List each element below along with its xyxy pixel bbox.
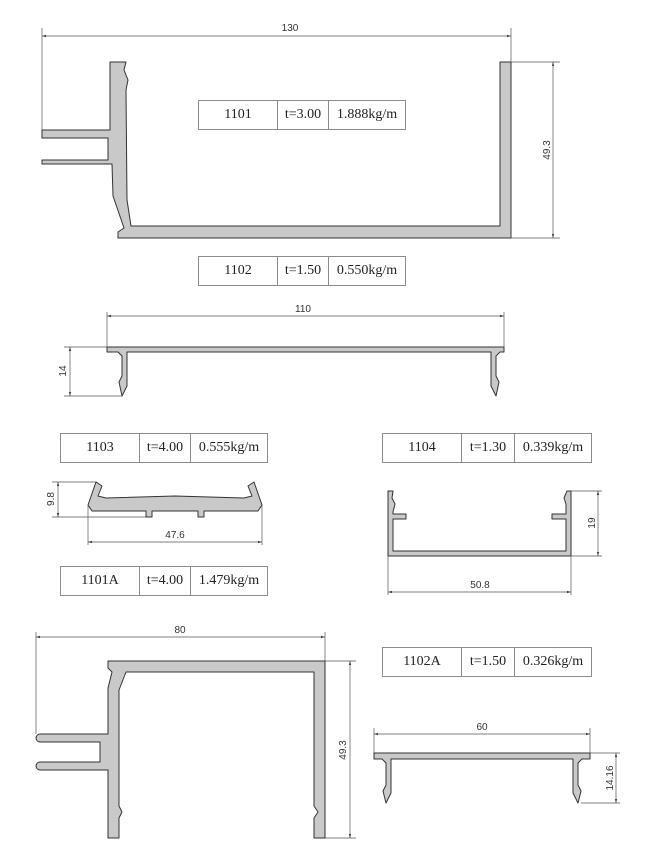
dim-1103-height: 9.8 (46, 492, 57, 506)
profile-1101A-section (36, 625, 356, 838)
dim-1104-width: 50.8 (470, 580, 490, 591)
dim-1102A-width: 60 (476, 722, 488, 733)
profile-thickness: t=4.00 (140, 567, 191, 596)
dim-1103-width: 47.6 (165, 530, 185, 541)
profile-code: 1101 (199, 101, 278, 130)
profile-code: 1103 (61, 434, 140, 463)
profile-1102A-shape (374, 753, 590, 803)
dim-1101-height: 49.3 (542, 140, 553, 160)
profile-thickness: t=1.50 (462, 648, 515, 677)
profile-1101-section (42, 23, 560, 238)
profile-code: 1104 (383, 434, 462, 463)
label-table-1103 (60, 433, 268, 463)
label-table-1104 (382, 433, 592, 463)
dim-1104-height: 19 (587, 517, 598, 529)
profile-1104-section (388, 491, 602, 595)
profile-weight: 0.326kg/m (515, 648, 592, 677)
profile-1103-shape (88, 482, 262, 517)
profile-1102-shape (107, 347, 504, 396)
profile-1102-section (58, 304, 504, 396)
profile-weight: 0.339kg/m (515, 434, 592, 463)
label-table-1101A (60, 566, 268, 596)
profile-1104-shape (388, 491, 571, 556)
dim-1101-width: 130 (281, 23, 299, 34)
label-table-1102 (198, 256, 406, 286)
profile-thickness: t=1.50 (278, 257, 329, 286)
profile-1103-section (46, 482, 262, 545)
profile-weight: 0.555kg/m (191, 434, 268, 463)
profile-weight: 1.479kg/m (191, 567, 268, 596)
profile-code: 1102 (199, 257, 278, 286)
dim-1102A-height: 14.16 (605, 765, 616, 791)
dim-1102-width: 110 (295, 304, 311, 315)
profile-weight: 1.888kg/m (329, 101, 406, 130)
profile-weight: 0.550kg/m (329, 257, 406, 286)
profile-code: 1101A (61, 567, 140, 596)
profile-thickness: t=4.00 (140, 434, 191, 463)
dim-1102-height: 14 (58, 365, 69, 377)
dim-1101A-width: 80 (174, 625, 186, 636)
profile-thickness: t=1.30 (462, 434, 515, 463)
profile-1102A-section (374, 722, 620, 803)
label-table-1102A (382, 647, 592, 677)
profile-code: 1102A (383, 648, 462, 677)
dim-1101A-height: 49.3 (338, 740, 349, 760)
label-table-1101 (198, 100, 406, 130)
profile-1101A-shape (36, 661, 325, 838)
profile-thickness: t=3.00 (278, 101, 329, 130)
profile-1101-shape (42, 62, 511, 238)
